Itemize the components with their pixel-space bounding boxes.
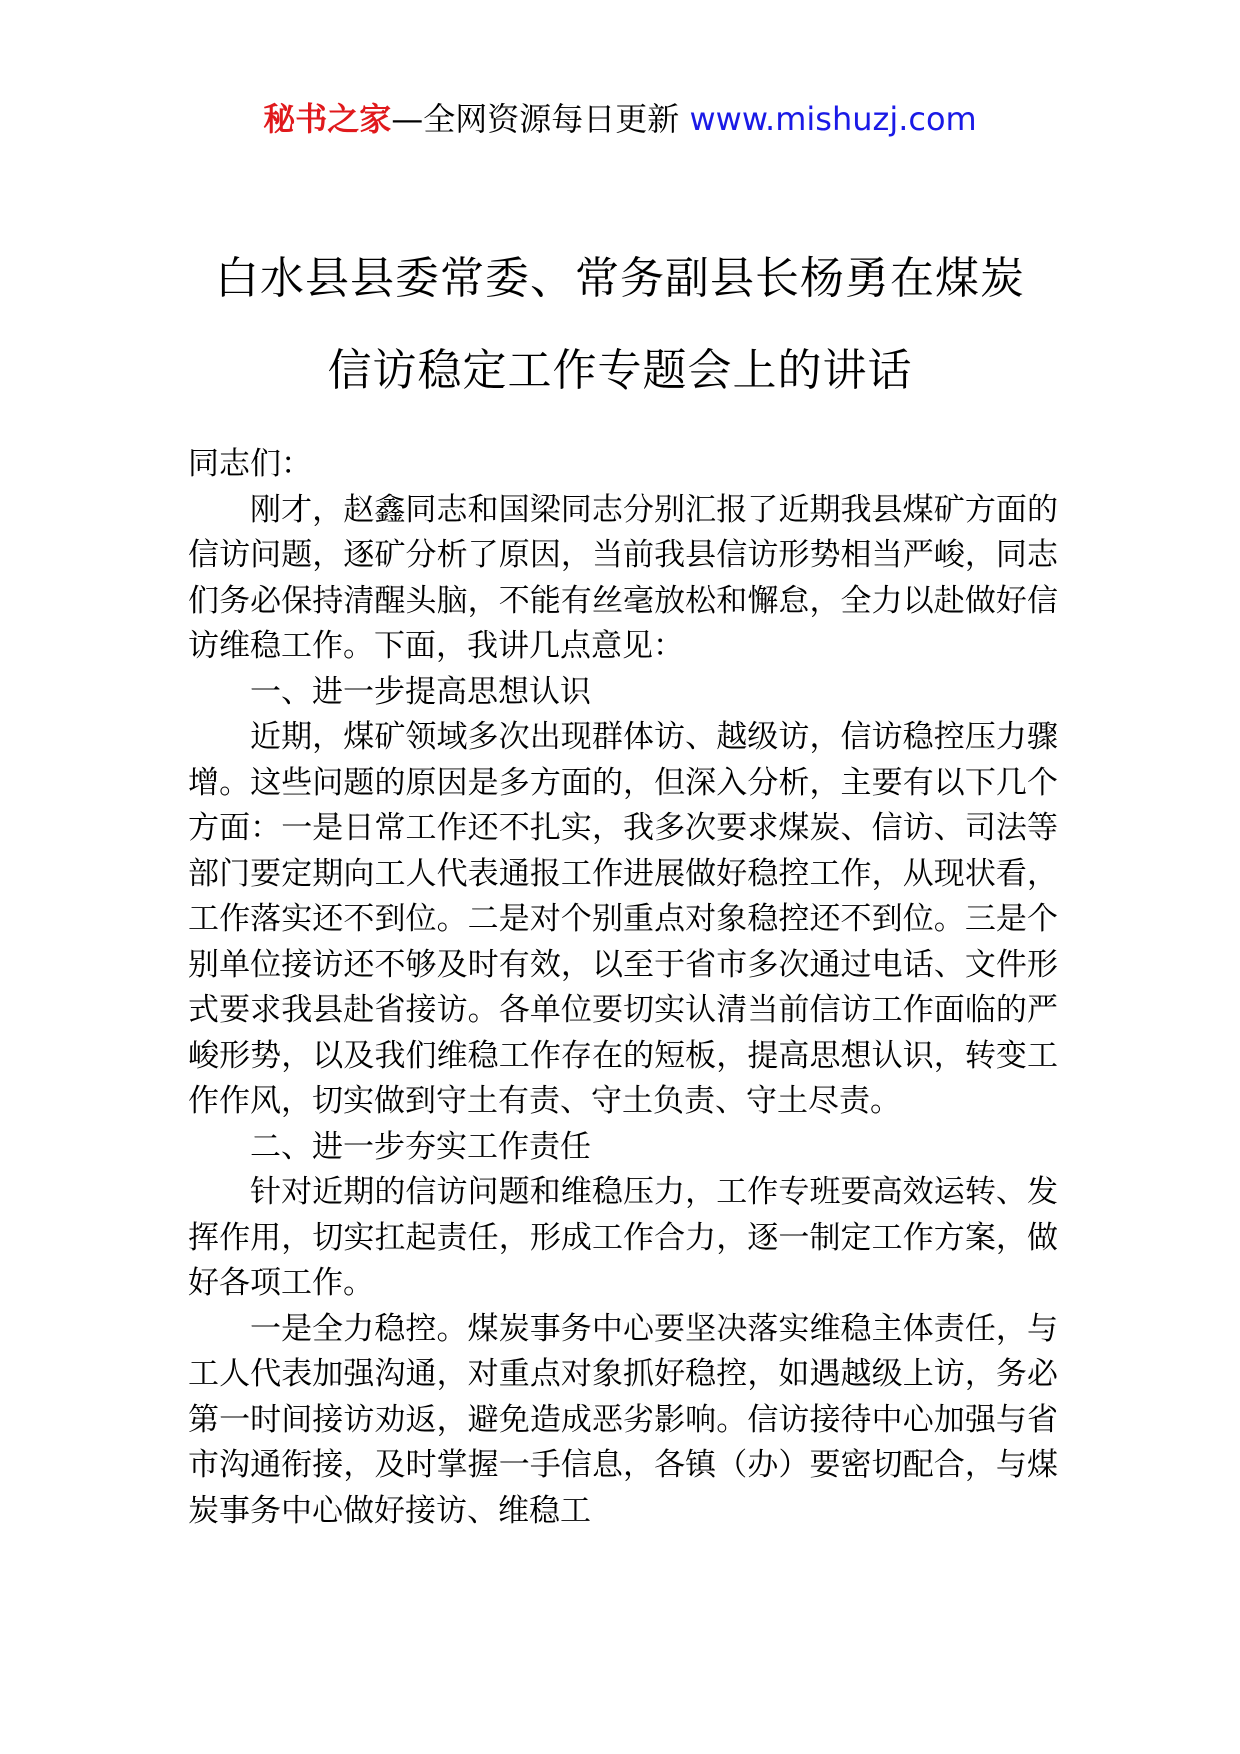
section-heading: 一、进一步提高思想认识 [250,673,591,710]
site-banner [0,95,1240,143]
section-heading: 二、进一步夯实工作责任 [250,1128,591,1165]
title-line-2: 信访稳定工作专题会上的讲话 [327,345,913,396]
body-paragraph: 刚才，赵鑫同志和国梁同志分别汇报了近期我县煤矿方面的信访问题，逐矿分析了原因，当前我县信访形势相当严峻，同志们务必保持清醒头脑，不能有丝毫放松和懈怠，全力以赴做好信访维稳工作。下面，我讲几点意见： [188,491,1058,664]
body-paragraph: 针对近期的信访问题和维稳压力，工作专班要高效运转、发挥作用，切实扛起责任，形成工作合力，逐一制定工作方案，做好各项工作。 [188,1174,1058,1301]
body-paragraph: 近期，煤矿领域多次出现群体访、越级访，信访稳控压力骤增。这些问题的原因是多方面的，但深入分析，主要有以下几个方面：一是日常工作还不扎实，我多次要求煤炭、信访、司法等部门要定期向工人代表通报工作进展做好稳控工作，从现状看，工作落实还不到位。二是对个别重点对象稳控还不到位。三是个别单位接访还不够及时有效，以至于省市多次通过电话、文件形式要求我县赴省接访。各单位要切实认清当前信访工作面临的严峻形势，以及我们维稳工作存在的短板，提高思想认识，转变工作作风，切实做到守土有责、守土负责、守土尽责。 [188,719,1058,1119]
site-url-link[interactable]: www.mishuzj.com [689,100,977,138]
title-line-1: 白水县县委常委、常务副县长杨勇在煤炭 [215,253,1025,304]
body-paragraph: 一是全力稳控。煤炭事务中心要坚决落实维稳主体责任，与工人代表加强沟通，对重点对象抓好稳控，如遇越级上访，务必第一时间接访劝返，避免造成恶劣影响。信访接待中心加强与省市沟通衔接，及时掌握一手信息，各镇（办）要密切配合，与煤炭事务中心做好接访、维稳工 [188,1310,1058,1529]
banner-slogan: —全网资源每日更新 [391,100,680,138]
brand-name: 秘书之家 [263,100,392,138]
document-title [0,233,1240,417]
document-body [188,442,1058,1534]
salutation: 同志们： [188,446,312,482]
